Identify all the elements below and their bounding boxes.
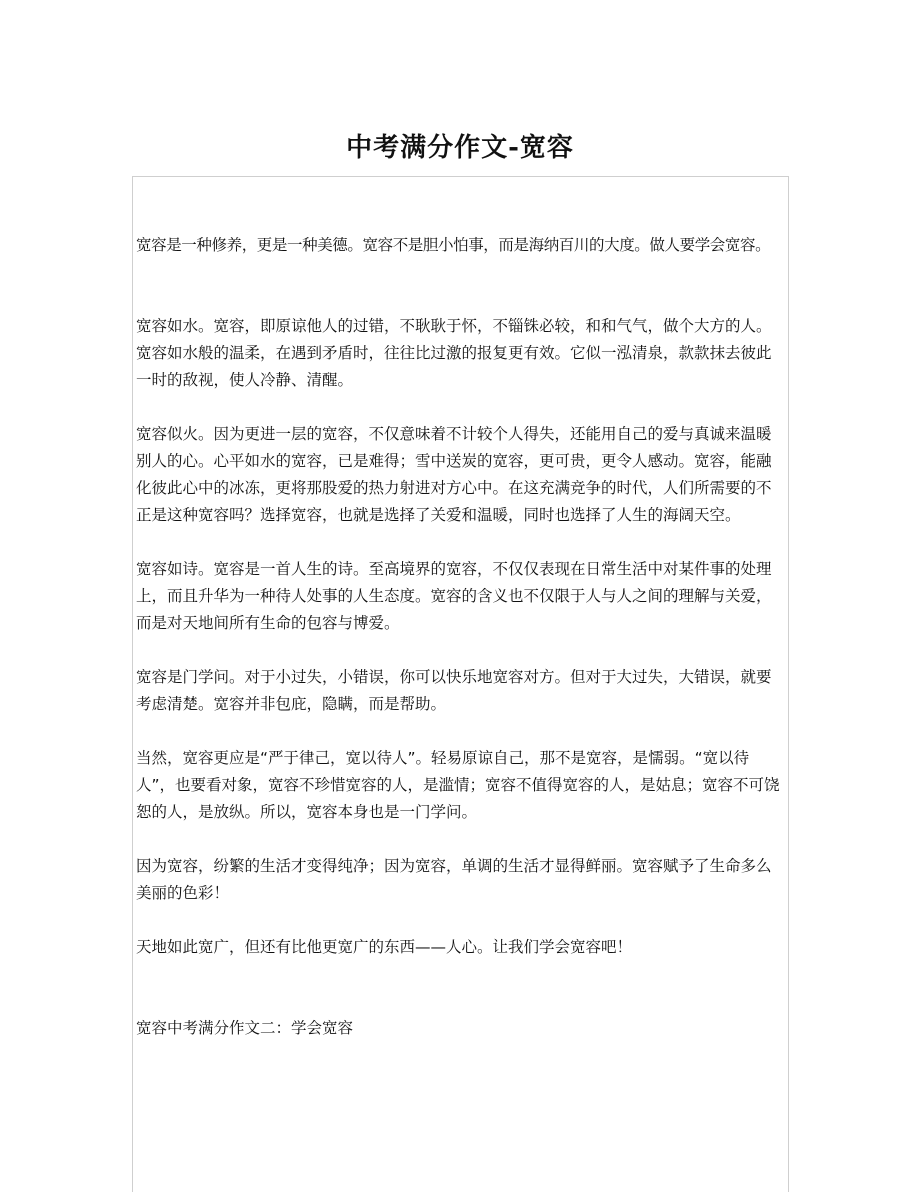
paragraph-water: 宽容如水。宽容，即原谅他人的过错，不耿耿于怀，不锱铢必较，和和气气，做个大方的人。宽容如水般的温柔，在遇到矛盾时，往往比过激的报复更有效。它似一泓清泉，款款抹去彼此一时的敌视，使人冷静、清醒。 [136, 317, 772, 389]
paragraph-colorful-life: 因为宽容，纷繁的生活才变得纯净；因为宽容，单调的生活才显得鲜丽。宽容赋予了生命多么美丽的色彩！ [136, 857, 772, 902]
section-heading-essay-two: 宽容中考满分作文二：学会宽容 [136, 1019, 354, 1037]
paragraph-poem: 宽容如诗。宽容是一首人生的诗。至高境界的宽容，不仅仅表现在日常生活中对某件事的处理上，而且升华为一种待人处事的人生态度。宽容的含义也不仅限于人与人之间的理解与关爱，而是对天地间所有生命的包容与博爱。 [136, 560, 772, 632]
paragraph-learning: 宽容是门学问。对于小过失，小错误，你可以快乐地宽容对方。但对于大过失，大错误，就要考虑清楚。宽容并非包庇，隐瞒，而是帮助。 [136, 668, 772, 713]
paragraph-fire: 宽容似火。因为更进一层的宽容，不仅意味着不计较个人得失，还能用自己的爱与真诚来温暖别人的心。心平如水的宽容，已是难得；雪中送炭的宽容，更可贵，更令人感动。宽容，能融化彼此心中的冰冻，更将那股爱的热力射进对方心中。在这充满竞争的时代，人们所需要的不正是这种宽容吗？选择宽容，也就是选择了关爱和温暖，同时也选择了人生的海阔天空。 [136, 425, 772, 524]
document-title: 中考满分作文-宽容 [346, 133, 574, 163]
paragraph-intro: 宽容是一种修养，更是一种美德。宽容不是胆小怕事，而是海纳百川的大度。做人要学会宽容。 [136, 236, 771, 254]
paragraph-heart: 天地如此宽广，但还有比他更宽广的东西——人心。让我们学会宽容吧！ [136, 938, 633, 956]
paragraph-strict-self: 当然，宽容更应是“严于律己，宽以待人”。轻易原谅自己，那不是宽容，是懦弱。“宽以待人”，也要看对象，宽容不珍惜宽容的人，是滥情；宽容不值得宽容的人，是姑息；宽容不可饶恕的人，是放纵。所以，宽容本身也是一门学问。 [136, 749, 780, 821]
